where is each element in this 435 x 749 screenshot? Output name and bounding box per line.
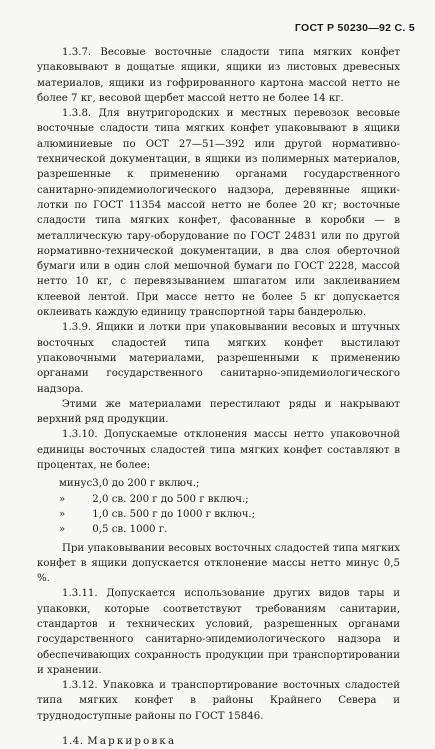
paragraph-layers: Этими же материалами перестилают ряды и накрывают верхний ряд продукции. xyxy=(37,398,400,426)
tolerance-mark: » xyxy=(59,493,66,505)
paragraph-1-3-12: 1.3.12. Упаковка и транспортирование восточных сладостей типа мягких конфет в районы Крайнего Севера и труднодоступные районы по ГОСТ 15846. xyxy=(37,680,400,722)
paragraph-1-3-11: 1.3.11. Допускается использование других видов тары и упаковки, которые соответствуют требованиям санитарии, стандартов и технических условий, разрешенных органами государственного санитарно-эпидемиологического надзора и обеспечивающих сохранность продукции при транспортировании и хранении. xyxy=(37,588,400,676)
paragraph-1-3-7: 1.3.7. Весовые восточные сладости типа мягких конфет упаковывают в дощатые ящики, ящики из листовых древесных материалов, ящики из гофрированного картона массой нетто не более 7 кг, весовой щербет массой нетто не более 14 кг. xyxy=(37,47,400,104)
tolerance-item xyxy=(37,476,400,491)
tolerance-mark: » xyxy=(59,508,66,520)
document-body xyxy=(37,45,400,749)
tolerance-text: 0,5 св. 1000 г. xyxy=(92,524,168,536)
section-heading xyxy=(37,734,400,749)
tolerance-text: 2,0 св. 200 г до 500 г включ.; xyxy=(92,493,249,505)
tolerance-item xyxy=(37,507,400,522)
tolerance-list xyxy=(37,476,400,537)
tolerance-item xyxy=(37,492,400,507)
tolerance-text: 1,0 св. 500 г до 1000 г включ.; xyxy=(92,508,256,520)
paragraph-1-3-9: 1.3.9. Ящики и лотки при упаковывании весовых и штучных восточных сладостей типа мягких конфет выстилают упаковочными материалами, разрешенными к применению органами государственного санитарно-эпидемиологического надзора. xyxy=(37,322,400,395)
paragraph-1-3-10: 1.3.10. Допускаемые отклонения массы нетто упаковочной единицы восточных сладостей типа мягких конфет составляют в процентах, не более: xyxy=(37,429,400,472)
section-number: 1.4. xyxy=(62,736,84,748)
page-header: ГОСТ Р 50230—92 С. 5 xyxy=(294,22,415,34)
paragraph-weight-deviation: При упаковывании весовых восточных сладостей типа мягких конфет в ящики допускается отклонение массы нетто минус 0,5 %. xyxy=(37,542,400,585)
tolerance-mark: минус xyxy=(59,478,93,490)
tolerance-mark: » xyxy=(59,524,66,536)
tolerance-text: 3,0 до 200 г включ.; xyxy=(92,478,200,490)
paragraph-1-3-8: 1.3.8. Для внутригородских и местных перевозок весовые восточные сладости типа мягких конфет упаковывают в ящики алюминиевые по ОСТ 27—51—392 или другой нормативно-технической документации, в ящики из полимерных материалов, разрешенные к применению органами государственного санитарно-эпидемиологического надзора, деревянные ящики-лотки по ГОСТ 11354 массой нетто не более 20 кг; восточные сладости типа мягких конфет, фасованные в коробки — в металлическую тару-оборудование по ГОСТ 24831 или по другой нормативно-технической документации, в два слоя оберточной бумаги или в один слой мешочной бумаги по ГОСТ 2228, массой нетто 10 кг, с перевязыванием шпагатом или заклеиванием клеевой лентой. При массе нетто не более 5 кг допускается оклеивать каждую единицу транспортной тары бандеролью. xyxy=(37,108,400,319)
tolerance-item xyxy=(37,522,400,537)
section-title: Маркировка xyxy=(87,736,177,748)
